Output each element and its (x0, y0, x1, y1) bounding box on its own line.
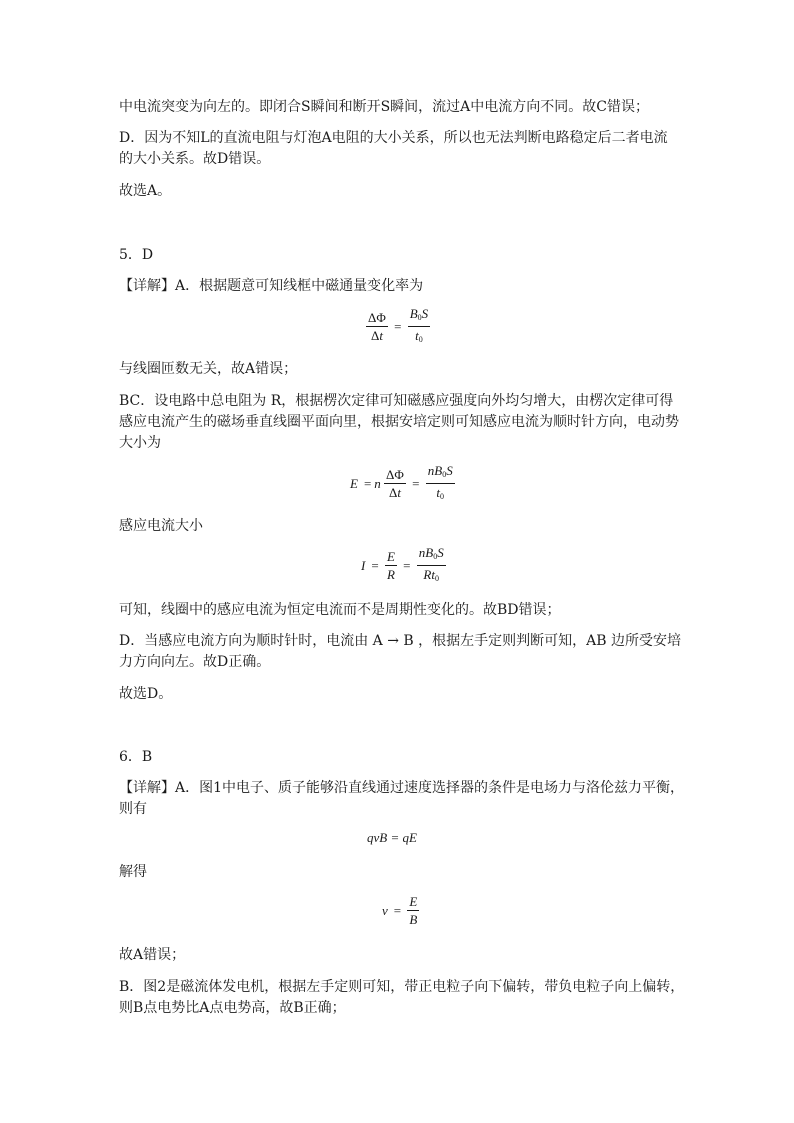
paragraph-line: 大小为 (119, 435, 161, 451)
paragraph-line: 则B点电势比A点电势高，故B正确； (119, 1000, 346, 1016)
paragraph-line: 力方向向左。故D正确。 (119, 654, 271, 670)
equation-force-balance: qvB = qE (367, 830, 417, 845)
paragraph-line: 感应电流大小 (119, 518, 203, 534)
question-number: 6．B (119, 749, 153, 765)
equation-velocity: v = $\frac{E}{B}$ (382, 894, 418, 927)
paragraph-line: D．当感应电流方向为顺时针时，电流由 A → B ，根据左手定则判断可知，AB 边所受安培 (119, 633, 682, 649)
paragraph-line: 则有 (119, 801, 147, 817)
paragraph-line: 中电流突变为向左的。即闭合S瞬间和断开S瞬间，流过A中电流方向不同。故C错误； (119, 99, 650, 115)
equation-flux-rate: $\frac{\Delta\Phi}{\Delta t}$ = $\frac{B_0S}{t_0}$ (368, 306, 429, 344)
paragraph-line: 感应电流产生的磁场垂直线圈平面向里，根据安培定则可知感应电流为顺时针方向，电动势 (119, 414, 679, 430)
paragraph-line: D．因为不知L的直流电阻与灯泡A电阻的大小关系，所以也无法判断电路稳定后二者电流 (119, 130, 668, 146)
paragraph-line: 【详解】A．根据题意可知线框中磁通量变化率为 (119, 278, 424, 294)
paragraph-line: 的大小关系。故D错误。 (119, 151, 271, 167)
equation-current: I = $\frac{E}{R}$ = $\frac{nB_0S}{Rt_0}$ (361, 545, 444, 583)
paragraph-line: B．图2是磁流体发电机，根据左手定则可知，带正电粒子向下偏转，带负电粒子向上偏转， (119, 979, 685, 995)
equation-emf: E = n $\frac{\Delta\Phi}{\Delta t}$ = $\frac{nB_0S}{t_0}$ (350, 463, 453, 501)
question-number: 5．D (119, 247, 154, 263)
paragraph-line: 故A错误； (119, 947, 186, 963)
paragraph-line: BC．设电路中总电阻为 R，根据楞次定律可知磁感应强度向外均匀增大，由楞次定律可得 (119, 393, 674, 409)
paragraph-line: 可知，线圈中的感应电流为恒定电流而不是周期性变化的。故BD错误； (119, 602, 561, 618)
paragraph-line: 故选D。 (119, 686, 173, 702)
paragraph-line: 解得 (119, 864, 147, 880)
paragraph-line: 【详解】A．图1中电子、质子能够沿直线通过速度选择器的条件是电场力与洛伦兹力平衡， (119, 780, 685, 796)
paragraph-line: 故选A。 (119, 183, 172, 199)
paragraph-line: 与线圈匝数无关，故A错误； (119, 361, 298, 377)
